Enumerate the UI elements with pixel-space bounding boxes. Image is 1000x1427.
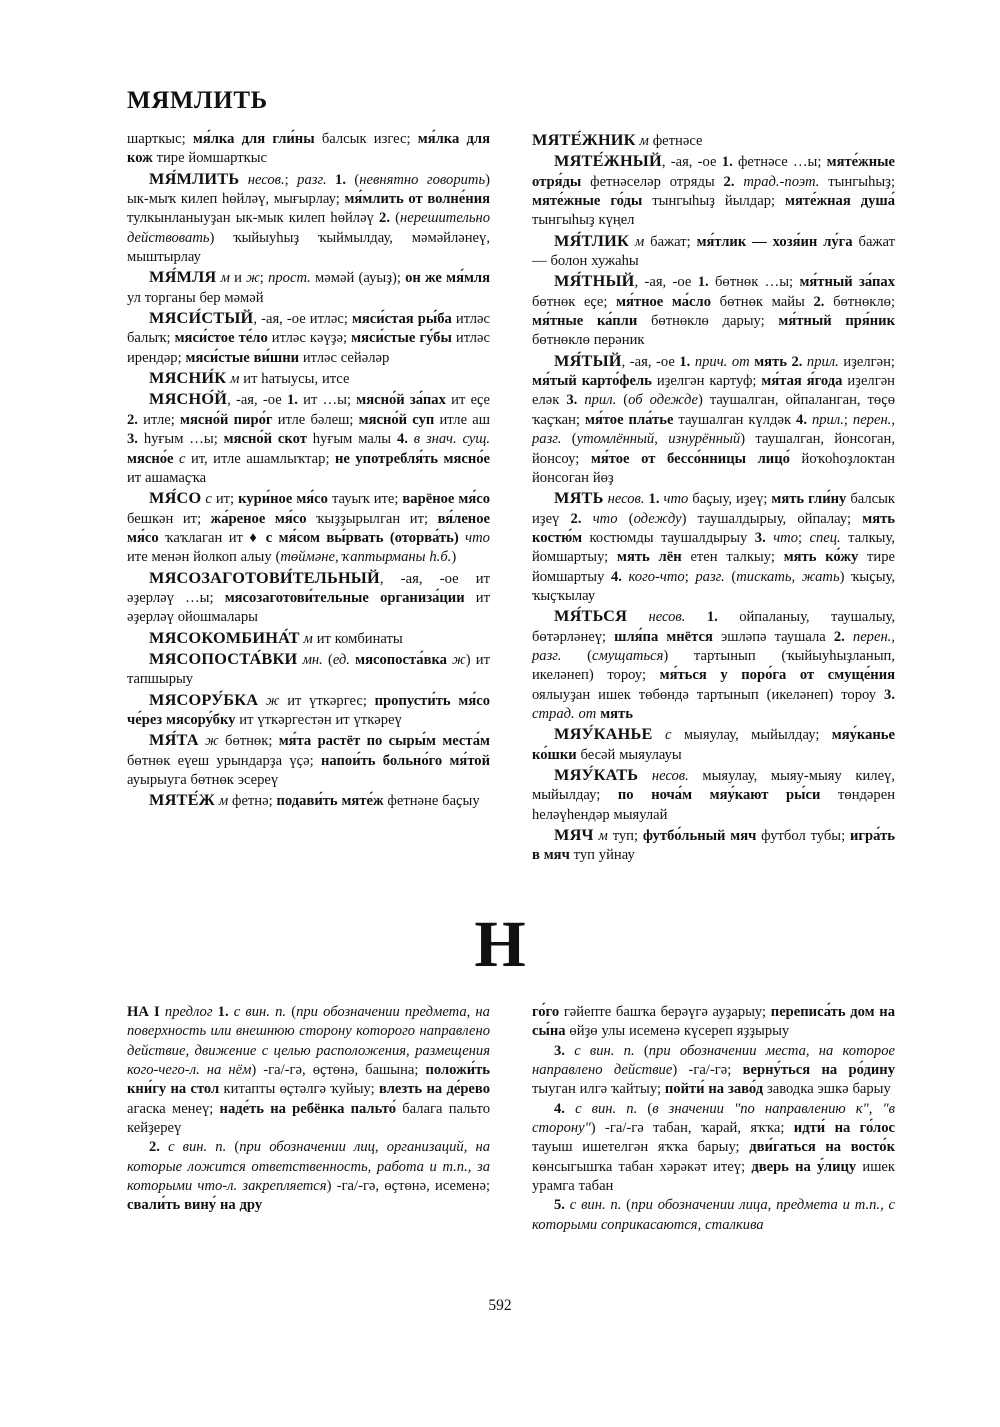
- dictionary-entry: МЯ́ТЫЙ, -ая, -ое 1. прич. от мять 2. прил. иҙелгән; мя́тый карто́фель иҙелгән картуф; мя́тая я́года иҙелгән еләк 3. прил. (об одежде) таушалган, ойпаланган, төҫө ҡаҫҡан; мя́тое пла́тье таушалган күлдәк 4. прил.; перен., разг. (утомлённый, изнурённый) таушалган, йонсоган, йонсоу; мя́тое от бессо́нницы лицо́ йоҡоһоҙлоктан йонсоган йөҙ: [532, 350, 895, 486]
- dictionary-entry: МЯ́МЛЯ м и ж; прост. мәмәй (ауыҙ); он же мя́мля ул торганы бер мәмәй: [127, 267, 490, 306]
- dictionary-entry: МЯТЬ несов. 1. что баҫыу, иҙеү; мять гли́ну балсык иҙеү 2. что (одежду) таушалдырыу, ойпалау; мять костю́м костюмды таушалдырыу 3. что; спец. талкыу, йомшартыу; мять лён етен талкыу; мять ко́жу тире йомшартыу 4. кого-что; разг. (тискать, жать) ҡыҫыу, ҡыҫҡылау: [532, 488, 896, 604]
- dictionary-entry: МЯСОРУ́БКА ж ит үткәргес; пропусти́ть мя́со че́рез мясору́бку ит үткәргестән ит үткәреү: [127, 689, 490, 728]
- running-head: МЯМЛИТЬ: [127, 87, 268, 114]
- bottom-column-block: [127, 1003, 895, 1235]
- column-right-top: [532, 130, 895, 866]
- dictionary-entry: НА I предлог 1. с вин. п. (при обозначении предмета, на поверхность или внешнюю сторону которого направлено действие, движение с целью расположения, размещения кого-чего-л. на нём) -га/-гә, өҫтөнә, башына; положи́ть кни́гу на стол китапты өҫтәлгә ҡуйыу; влезть на де́рево агаска менеү; наде́ть на ребёнка пальто́ балага пальто кейҙереү: [127, 1004, 490, 1137]
- dictionary-entry: МЯ́ТНЫЙ, -ая, -ое 1. бөтнөк …ы; мя́тный за́пах бөтнөк еҫе; мя́тное ма́сло бөтнөк майы 2. бөтнөклө; мя́тные ка́пли бөтнөклө дарыу; мя́тный пря́ник бөтнөклө перәник: [532, 271, 896, 349]
- dictionary-entry: МЯТЕ́ЖНЫЙ, -ая, -ое 1. фетнәсе …ы; мяте́жные отря́ды фетнәселәр отряды 2. трад.-поэт. тынгыһыҙ; мяте́жные го́ды тынгыһыҙ йылдар; мяте́жная душа́ тынгыһыҙ күңел: [532, 151, 896, 229]
- top-column-block: [127, 130, 895, 866]
- dictionary-entry: шарткыс; мя́лка для гли́ны балсык изгес; мя́лка для кож тире йомшарткыс: [127, 131, 490, 167]
- dictionary-entry: МЯ́ТЬСЯ несов. 1. ойпаланыу, таушалыу, бөтәрләнеү; шля́па мнётся эшләпә таушала 2. перен., разг. (смущаться) тартынып (ҡыйыуһыҙланып, икеләнеп) тороу; мя́ться у поро́га от смуще́ния оялыуҙан ишек төбөндә тартынып (икеләнеп) тороу 3. страд. от мять: [532, 606, 896, 722]
- dictionary-entry: МЯСОКОМБИНА́Т м ит комбинаты: [149, 627, 403, 647]
- dictionary-entry: МЯТЕ́ЖНИК м фетнәсе: [532, 130, 703, 149]
- dictionary-entry: МЯ́ТА ж бөтнөк; мя́та растёт по сыры́м места́м бөтнөк еүеш урындарҙа үҫә; напои́ть больно́го мя́той ауырыуга бөтнөк эсереү: [127, 730, 491, 788]
- dictionary-entry: МЯУ́КАНЬЕ с мыяулау, мыйылдау; мяу́канье ко́шки бесәй мыяулауы: [532, 724, 895, 763]
- column-left-top: [127, 130, 490, 866]
- dictionary-entry: го́го гәйепте башҡа берәүгә ауҙарыу; переписа́ть дом на сы́на өйҙө улы исеменә күсереп яҙҙырыу: [532, 1004, 895, 1040]
- dictionary-entry: 2. с вин. п. (при обозначении лиц, организаций, на которые ложится ответственность, работа и т.п., за которыми что-л. закрепляется) -га/-гә, өҫтөнә, исеменә; свали́ть вину́ на дру: [127, 1139, 491, 1214]
- dictionary-entry: МЯСИ́СТЫЙ, -ая, -ое итләс; мяси́стая ры́ба итләс балыҡ; мяси́стое те́ло итләс кәүҙә; мяси́стые гу́бы итләс ирендәр; мяси́стые ви́шни итләс сейәләр: [127, 308, 490, 366]
- page-number: 592: [488, 1297, 512, 1314]
- column-left-bottom: [127, 1003, 490, 1235]
- dictionary-entry: 3. с вин. п. (при обозначении места, на которое направлено действие) -га/-гә; верну́ться на ро́дину тыуган илгә ҡайтыу; пойти́ на заво́д заводка эшкә барыу: [532, 1042, 895, 1098]
- dictionary-entry: 4. с вин. п. (в значении "по направлению к", "в сторону") -га/-гә табан, ҡарай, яҡҡа; идти́ на го́лос тауыш ишетелгән яҡҡа барыу; дви́гаться на восто́к көнсыгышҡа табан хәрәкәт итеү; дверь на у́лицу ишек урамга табан: [532, 1100, 896, 1195]
- dictionary-entry: МЯСОПОСТА́ВКИ мн. (ед. мясопоста́вка ж) ит тапшырыу: [127, 648, 490, 688]
- dictionary-entry: МЯСНО́Й, -ая, -ое 1. ит …ы; мясно́й за́пах ит еҫе 2. итле; мясно́й пиро́г итле бәлеш; мясно́й суп итле аш 3. һуғым …ы; мясно́й скот һуғым малы 4. в знач. сущ. мясно́е с ит, итле ашамлыҡтар; не употребля́ть мясно́е ит ашамаҫҡа: [127, 389, 490, 486]
- dictionary-entry: МЯСОЗАГОТОВИ́ТЕЛЬНЫЙ, -ая, -ое ит әҙерләү …ы; мясозаготови́тельные организа́ции ит әҙерләү ойошмалары: [127, 567, 490, 626]
- dictionary-entry: 5. с вин. п. (при обозначении лица, предмета и т.п., с которыми соприкасаются, сталкива: [532, 1197, 896, 1233]
- dictionary-entry: МЯСНИ́К м ит һатыусы, итсе: [149, 368, 350, 388]
- dictionary-entry: МЯУ́КАТЬ несов. мыяулау, мыяу-мыяу килеү, мыйылдау; по ноча́м мяу́кают ры́си төндәрен һеләүһендәр мыяулай: [532, 765, 895, 823]
- dictionary-entry: МЯ́МЛИТЬ несов.; разг. 1. (невнятно говорить) ык-мыҡ килеп һөйләү, мығырлау; мя́млить от волне́ния тулкынланыуҙан ык-мык килеп һөйләү 2. (нерешительно действовать) ҡыйыуһыҙ ҡыймылдау, мәмәйләнеү, мыштырлау: [127, 168, 490, 266]
- dictionary-entry: МЯТЕ́Ж м фетнә; подави́ть мяте́ж фетнәне баҫыу: [149, 790, 480, 810]
- letter-divider-heading: Н: [474, 908, 526, 981]
- dictionary-entry: МЯ́СО с ит; кури́ное мя́со тауыҡ ите; варёное мя́со бешкән ит; жа́реное мя́со ҡыҙҙырылган ит; вя́леное мя́со ҡаҡлаган ит ♦ с мя́сом вы́рвать (оторва́ть) что ите менән йолкоп алыу (төймәне, ҡаптырманы һ.б.): [127, 488, 490, 566]
- dictionary-entry: МЯ́ТЛИК м бажат; мя́тлик — хозя́ин лу́га бажат — болон хужаһы: [532, 230, 895, 270]
- dictionary-entry: МЯЧ м туп; футбо́льный мяч футбол тубы; игра́ть в мяч туп уйнау: [532, 825, 895, 864]
- column-right-bottom: [532, 1003, 895, 1235]
